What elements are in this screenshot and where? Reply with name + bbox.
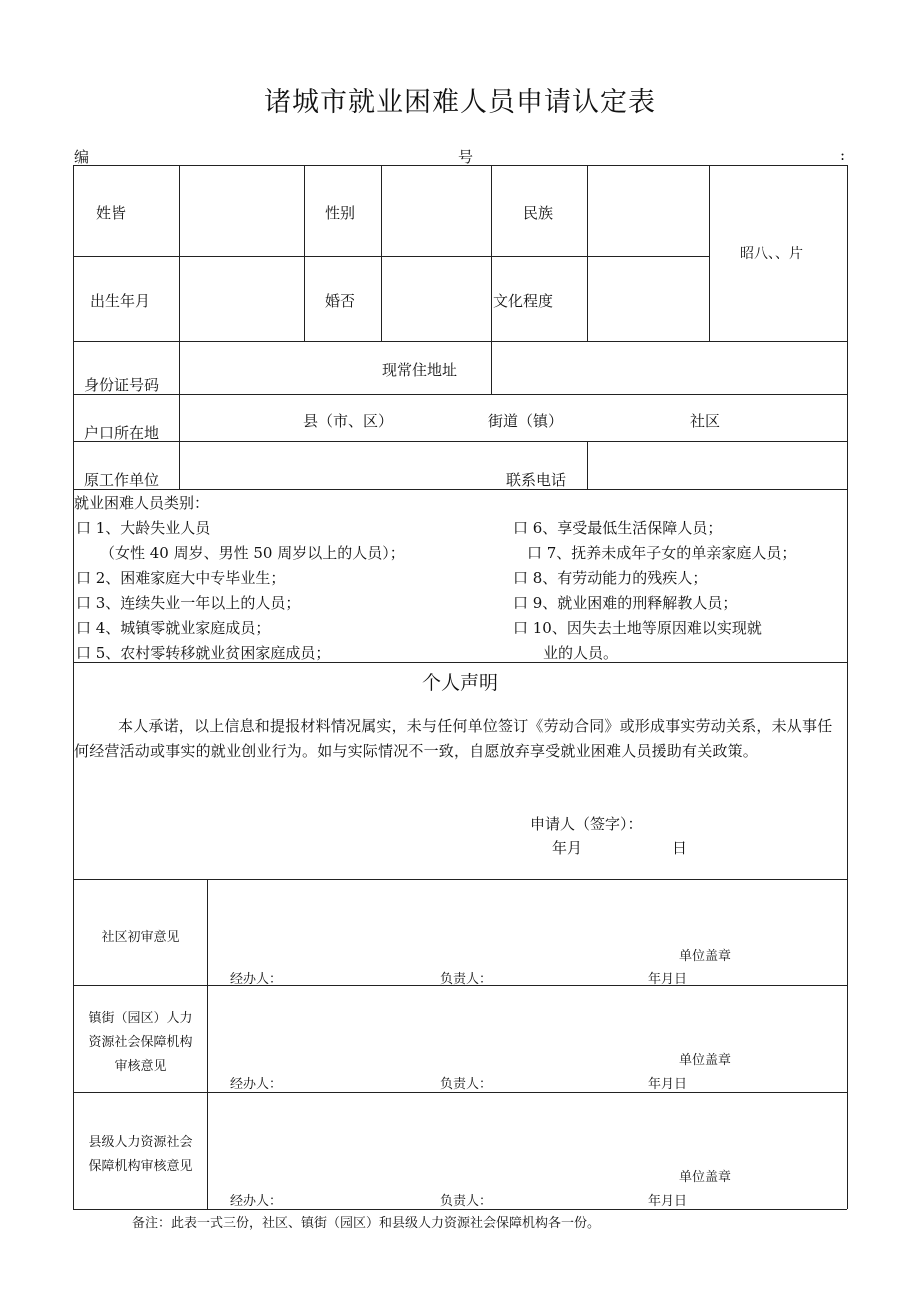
phone-label: 联系电话 [506,471,567,489]
review-town-label-line1: 镇街（园区）人力 [88,1011,193,1026]
category-option-1[interactable]: 口 1、大龄失业人员 [76,519,211,537]
hukou-street: 街道（镇） [488,412,564,430]
review-county-label-line1: 县级人力资源社会 [88,1135,193,1150]
category-option-4[interactable]: 口 4、城镇零就业家庭成员； [76,619,271,637]
hukou-county: 县（市、区） [303,412,394,430]
former-work-label: 原工作单位 [84,471,160,489]
category-option-5[interactable]: 口 5、农村零转移就业贫困家庭成员； [76,644,331,662]
review-county-handler[interactable]: 经办人： [230,1194,283,1209]
education-label: 文化程度 [493,292,554,310]
review-town-handler[interactable]: 经办人： [230,1077,283,1092]
review-town-seal: 单位盖章 [679,1053,732,1068]
category-option-8[interactable]: 口 8、有劳动能力的残疾人； [513,569,708,587]
signature-label[interactable]: 申请人（签字）： [530,815,643,833]
review-community-date: 年月日 [648,972,688,987]
category-option-9[interactable]: 口 9、就业困难的刑释解教人员； [513,594,738,612]
review-town-leader[interactable]: 负责人： [440,1077,493,1092]
ethnicity-label: 民族 [523,204,554,222]
hukou-label: 户口所在地 [84,424,160,442]
photo-label: 昭八、、片 [740,246,803,262]
category-option-2[interactable]: 口 2、困难家庭大中专毕业生； [76,569,286,587]
footer-note: 备注：此表一式三份，社区、镇街（园区）和县级人力资源社会保障机构各一份。 [132,1216,601,1231]
review-town-label-line3: 审核意见 [114,1059,167,1074]
category-option-3[interactable]: 口 3、连续失业一年以上的人员； [76,594,301,612]
category-option-1-detail: （女性 40 周岁、男性 50 周岁以上的人员）； [100,544,405,562]
category-option-10-detail: 业的人员。 [543,644,619,662]
id-number-label: 身份证号码 [84,376,160,394]
number-label-right: : [840,146,846,164]
name-label: 姓皆 [96,204,127,222]
review-community-leader[interactable]: 负责人： [440,972,493,987]
review-town-label-line2: 资源社会保障机构 [88,1035,193,1050]
review-county-seal: 单位盖章 [679,1170,732,1185]
number-label-middle: 号 [458,148,474,166]
hukou-community: 社区 [690,412,721,430]
review-community-label: 社区初审意见 [101,930,180,945]
category-heading: 就业困难人员类别： [74,494,210,512]
category-option-10[interactable]: 口 10、因失去土地等原因难以实现就 [513,619,762,637]
review-town-date: 年月日 [648,1077,688,1092]
declaration-text: 本人承诺，以上信息和提报材料情况属实，未与任何单位签订《劳动合同》或形成事实劳动关系，未从事任何经营活动或事实的就业创业行为。如与实际情况不一致，自愿放弃享受就业困难人员援助有关政策。 [74,717,833,760]
declaration-date-day: 日 [672,839,688,857]
birth-label: 出生年月 [90,292,151,310]
form-title: 诸城市就业困难人员申请认定表 [264,87,656,118]
review-community-handler[interactable]: 经办人： [230,972,283,987]
review-community-seal: 单位盖章 [679,949,732,964]
category-option-7[interactable]: 口 7、抚养未成年子女的单亲家庭人员； [527,544,797,562]
marital-label: 婚否 [325,292,356,310]
address-label: 现常住地址 [382,361,458,379]
declaration-heading: 个人声明 [421,672,498,694]
review-county-date: 年月日 [648,1194,688,1209]
review-county-label-line2: 保障机构审核意见 [88,1159,193,1174]
category-option-6[interactable]: 口 6、享受最低生活保障人员； [513,519,723,537]
review-county-leader[interactable]: 负责人： [440,1194,493,1209]
declaration-date-year-month: 年月 [552,839,583,857]
number-label-left: 编 [74,148,90,166]
gender-label: 性别 [325,204,356,222]
